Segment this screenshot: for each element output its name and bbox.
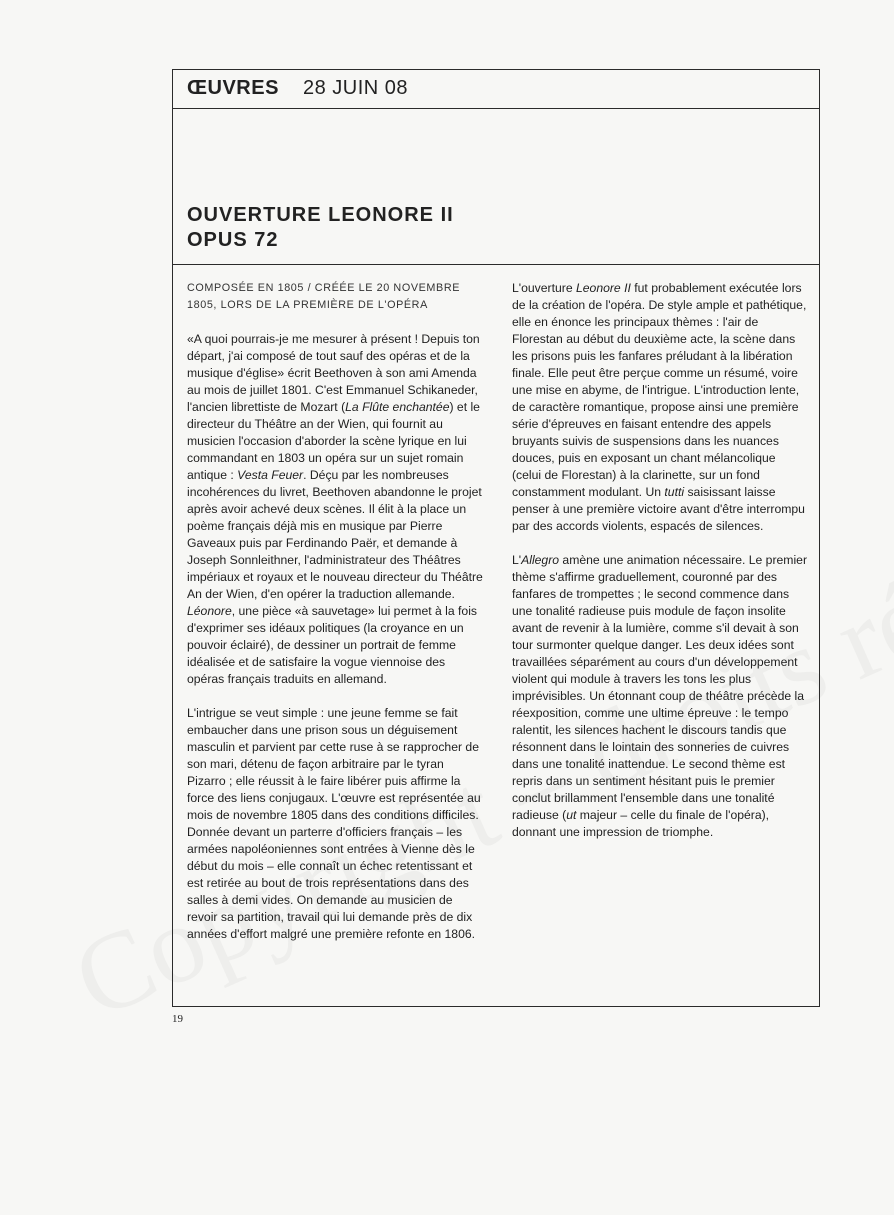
work-title-line1: OUVERTURE LEONORE II xyxy=(187,204,454,226)
composition-info-line2: 1805, LORS DE LA PREMIÈRE DE L'OPÉRA xyxy=(187,299,428,311)
composition-info-line1: COMPOSÉE EN 1805 / CRÉÉE LE 20 NOVEMBRE xyxy=(187,282,461,294)
section-label: ŒUVRES xyxy=(187,77,279,99)
right-column xyxy=(512,280,808,858)
page-frame xyxy=(172,69,820,1007)
left-column xyxy=(187,280,485,960)
paragraph-history: «A quoi pourrais-je me mesurer à présent ! Depuis ton départ, j'ai composé de tout sauf des opéras et de la musique d'église» écrit Beethoven à son ami Amenda au mois de juillet 1801. C'est Emmanuel Schikaneder, l'ancien librettiste de Mozart (La Flûte enchantée) et le directeur du Théâtre an der Wien, qui fournit au musicien l'occasion d'aborder la scène lyrique en lui commandant en 1803 un opéra sur un sujet romain antique : Vesta Feuer. Déçu par les nombreuses incohérences du livret, Beethoven abandonne le projet après avoir achevé deux scènes. Il élit à la place un poème français déjà mis en musique par Pierre Gaveaux puis par Ferdinando Paër, et demande à Joseph Sonnleithner, l'administrateur des Théâtres impériaux et royaux et le nouveau directeur du Théâtre An der Wien, d'en opérer la traduction allemande. Léonore, une pièce «à sauvetage» lui permet à la fois d'exprimer ses idéaux politiques (la croyance en un pouvoir éclairé), de dessiner un portrait de femme idéalisée et de satisfaire la vogue viennoise des opéras français traduits en allemand. xyxy=(187,332,483,686)
composition-info xyxy=(187,280,485,314)
work-title xyxy=(187,203,454,253)
concert-date: 28 JUIN 08 xyxy=(303,77,409,99)
page-number: 19 xyxy=(172,1013,183,1025)
paragraph-overture: L'ouverture Leonore II fut probablement exécutée lors de la création de l'opéra. De style ample et pathétique, elle en énonce les principaux thèmes : l'air de Florestan au début du deuxième acte, la scène dans les prisons puis les fanfares préludant à la libération finale. Elle peut être perçue comme un résumé, voire une mise en abyme, de l'intrigue. L'introduction lente, de caractère romantique, propose ainsi une première série d'épreuves en faisant entendre des appels bruyants suivis de suspensions dans les nuances douces, puis en exposant un chant mélancolique (celui de Florestan) à la clarinette, sur un fond constamment modulant. Un tutti saisissant laisse penser à une première victoire avant d'être interrompu par des accords violents, espacés de silences. xyxy=(512,281,807,533)
work-title-line2: OPUS 72 xyxy=(187,229,279,251)
page-header xyxy=(173,70,819,109)
title-block xyxy=(173,108,819,265)
paragraph-allegro: L'Allegro amène une animation nécessaire. Le premier thème s'affirme graduellement, couronné par des fanfares de trompettes ; le second commence dans une tonalité radieuse puis module de façon insolite avant de revenir à la lumière, comme s'il devait à son tour surmonter quelque danger. Les deux idées sont travaillées séparément au cours d'un développement violent qui module à travers les tons les plus imprévisibles. Un étonnant coup de théâtre précède la réexposition, comme une ultime épreuve : le tempo ralentit, les silences hachent le discours tandis que résonnent dans le lointain des sonneries de cuivres dans une tonalité inattendue. Le second thème est repris dans un sentiment hésitant puis le premier conclut brillamment l'ensemble dans une tonalité radieuse (ut majeur – celle du finale de l'opéra), donnant une impression de triomphe. xyxy=(512,553,807,839)
paragraph-plot: L'intrigue se veut simple : une jeune femme se fait embaucher dans une prison sous un déguisement masculin et parvient par cette ruse à se rapprocher de son mari, détenu de façon arbitraire par le tyran Pizarro ; elle réussit à le faire libérer puis affirme la force des liens conjugaux. L'œuvre est représentée au mois de novembre 1805 dans des conditions difficiles. Donnée devant un parterre d'officiers français – les armées napoléoniennes sont entrées à Vienne dès le début du mois – elle connaît un échec retentissant et est retirée au bout de trois représentations dans des salles à demi vides. On demande au musicien de revoir sa partition, travail qui lui demande près de dix années d'effort malgré une première refonte en 1806. xyxy=(187,706,481,941)
